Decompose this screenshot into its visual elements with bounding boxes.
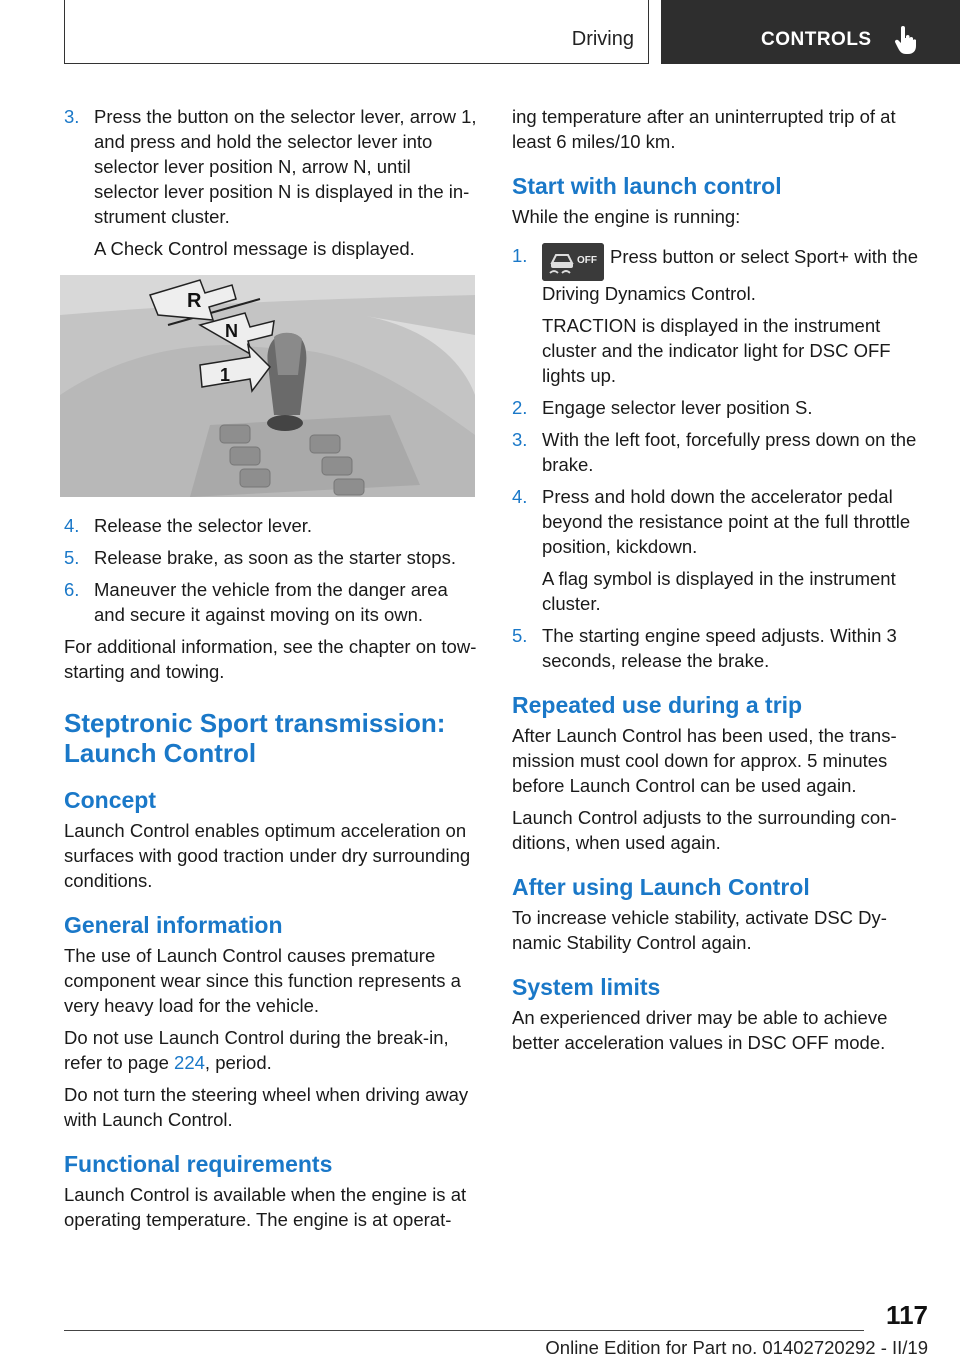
pointing-hand-icon <box>895 26 917 54</box>
start-launch-heading: Start with launch control <box>512 173 782 199</box>
section-title: Driving <box>571 28 634 50</box>
step-text: Release brake, as soon as the starter stops. <box>94 547 456 568</box>
after-using-heading: After using Launch Control <box>512 874 810 900</box>
step-number: 6. <box>64 579 80 600</box>
step-number: 3. <box>64 106 80 127</box>
start-step-2 <box>512 395 926 420</box>
arrow-r-label: R <box>187 290 202 312</box>
right-column <box>512 104 926 1062</box>
step-note: TRACTION is displayed in the instrument cluster and the indicator light for DSC OFF lights up. <box>542 315 891 386</box>
arrow-n-label: N <box>225 321 238 341</box>
header-section-frame <box>64 0 649 64</box>
chapter-tab <box>661 0 960 64</box>
general-info-p3: Do not turn the steering wheel when driving away with Launch Control. <box>64 1084 469 1130</box>
general-info-heading: General information <box>64 912 283 938</box>
general-info-p2 <box>64 1025 478 1075</box>
start-step-4 <box>512 484 926 616</box>
start-intro: While the engine is running: <box>512 206 741 227</box>
step-number: 5. <box>512 625 528 646</box>
arrow-1-label: 1 <box>220 365 231 385</box>
step-text <box>542 243 926 306</box>
repeated-use-heading: Repeated use during a trip <box>512 692 803 718</box>
step-4 <box>64 513 478 538</box>
text-fragment: , period. <box>204 1052 272 1073</box>
start-step-5 <box>512 623 926 673</box>
selector-lever-illustration <box>60 275 475 497</box>
concept-heading: Concept <box>64 787 156 813</box>
step-6 <box>64 577 478 627</box>
functional-requirements-heading: Functional requirements <box>64 1151 333 1177</box>
functional-requirements-text: Launch Control is available when the engine is at operating temperature. The engine is at operat- <box>64 1184 467 1230</box>
system-limits-text: An experienced driver may be able to achieve better acceleration values in DSC OFF mode. <box>512 1007 888 1053</box>
step-number: 5. <box>64 547 80 568</box>
start-step-3 <box>512 427 926 477</box>
edition-info: Online Edition for Part no. 01402720292 - II/19 <box>545 1337 928 1358</box>
step-text: With the left foot, forcefully press down on the brake. <box>542 429 917 475</box>
section-heading: Steptronic Sport transmission: Launch Control <box>64 708 446 768</box>
dsc-off-button-icon <box>542 243 604 281</box>
off-label: OFF <box>577 255 597 266</box>
footer-divider <box>64 1330 864 1331</box>
step-text: Engage selector lever position S. <box>542 397 813 418</box>
continued-text: ing temperature after an uninterrupted trip of at least 6 miles/10 km. <box>512 106 896 152</box>
text-fragment: Do not use Launch Control during the break-in, refer to page <box>64 1027 449 1073</box>
step-text: The starting engine speed adjusts. Within 3 seconds, release the brake. <box>542 625 897 671</box>
chapter-title: CONTROLS <box>761 29 872 50</box>
page-number: 117 <box>886 1300 928 1330</box>
concept-text: Launch Control enables optimum acceleration on surfaces with good traction under dry surrounding conditions. <box>64 820 471 891</box>
step-text: Release the selector lever. <box>94 515 313 536</box>
step-text: Press the button on the selector lever, arrow 1, and press and hold the selector lever into selector lever position N, arrow N, until selector lever position N is displayed in the instrument cluster. <box>94 106 477 227</box>
step-number: 1. <box>512 245 528 266</box>
step-text-content: Press button or select Sport+ with the Driving Dynamics Control. <box>542 246 918 304</box>
step-number: 3. <box>512 429 528 450</box>
system-limits-heading: System limits <box>512 974 661 1000</box>
page-reference-link[interactable]: 224 <box>174 1052 205 1073</box>
step-number: 2. <box>512 397 528 418</box>
step-3 <box>64 104 478 261</box>
left-column <box>64 104 478 1239</box>
step-text: Maneuver the vehicle from the danger area and secure it against moving on its own. <box>94 579 448 625</box>
step-note: A flag symbol is displayed in the instrument cluster. <box>542 568 896 614</box>
start-step-1 <box>512 243 926 388</box>
additional-info: For additional information, see the chapter on tow-starting and towing. <box>64 636 477 682</box>
step-text: Press and hold down the accelerator pedal beyond the resistance point at the full throttle position, kickdown. <box>542 486 911 557</box>
general-info-p1: The use of Launch Control causes premature component wear since this function represents a very heavy load for the vehicle. <box>64 945 461 1016</box>
step-5 <box>64 545 478 570</box>
repeated-use-p2: Launch Control adjusts to the surrounding conditions, when used again. <box>512 807 897 853</box>
step-number: 4. <box>64 515 80 536</box>
repeated-use-p1: After Launch Control has been used, the transmission must cool down for approx. 5 minutes before Launch Control can be used again. <box>512 725 897 796</box>
step-note: A Check Control message is displayed. <box>94 238 415 259</box>
step-number: 4. <box>512 486 528 507</box>
after-using-text: To increase vehicle stability, activate DSC Dynamic Stability Control again. <box>512 907 887 953</box>
